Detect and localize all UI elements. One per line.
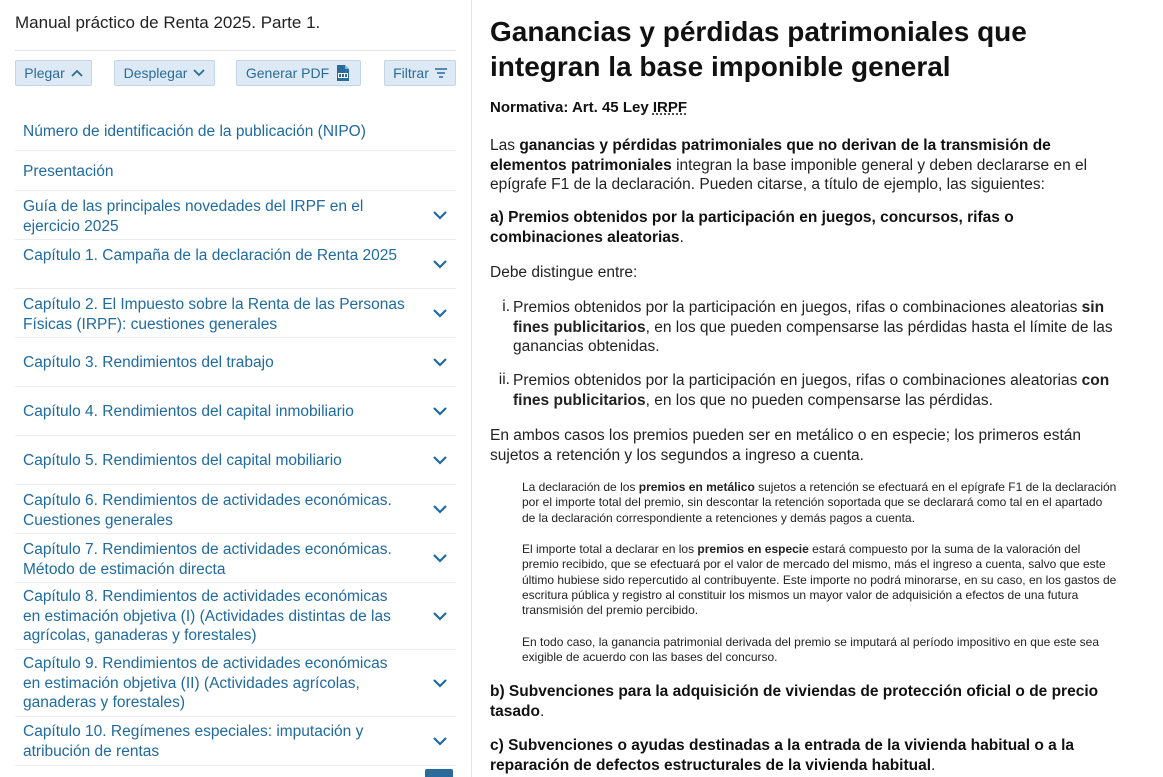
pdf-icon bbox=[335, 64, 351, 82]
toolbar bbox=[15, 60, 456, 87]
section-c-title: c) Subvenciones o ayudas destinadas a la entrada de la vivienda habitual o a la reparación de defectos estructurales de la vivienda habitual bbox=[490, 737, 1075, 774]
list-item-number: ii. bbox=[498, 371, 510, 388]
chevron-down-icon[interactable] bbox=[428, 497, 452, 521]
toc-item-capitulo-1[interactable] bbox=[15, 240, 456, 289]
chevron-down-icon[interactable] bbox=[428, 350, 452, 374]
chevron-down-icon[interactable] bbox=[428, 252, 452, 276]
chevron-down-icon[interactable] bbox=[428, 546, 452, 570]
toc-item-capitulo-10[interactable] bbox=[15, 717, 456, 766]
list-item-part: Premios obtenidos por la participación en juegos, rifas o combinaciones aleatorias bbox=[513, 299, 1082, 316]
note-text: estará compuesto por la suma de la valoración del premio recibido, que se efectuará por el valor de mercado del mismo, más el ingreso a cuenta, salvo que este último hubiese sido repercutido al contribuyente. Este importe no podrá minorarse, en su caso, en los gastos de escritura pública y registro al constituir los mismos un mayor valor de adquisición a efectos de una futura transmisión del premio percibido. bbox=[522, 542, 1117, 618]
filter-label: Filtrar bbox=[393, 65, 429, 81]
note-premios-metalico bbox=[522, 480, 1118, 526]
normativa-label: Normativa: Art. 45 Ley bbox=[490, 99, 649, 116]
scroll-to-top-button[interactable] bbox=[425, 769, 453, 777]
note-text: sujetos a retención se efectuará en el epígrafe F1 de la declaración por el importe total del premio, sin descontar la retención soportada que se declarará como tal en el apartado de la declaración correspondiente a retenciones y demás pagos a cuenta. bbox=[522, 480, 1117, 525]
filter-button[interactable] bbox=[384, 60, 456, 86]
list-item-text bbox=[513, 371, 1123, 410]
collapse-button[interactable] bbox=[15, 60, 92, 86]
toc-item-nipo[interactable] bbox=[15, 111, 456, 151]
intro-text: integran la base imponible general y deben declararse en el epígrafe F1 de la declaración. Pueden citarse, a título de ejemplo, las siguientes: bbox=[490, 156, 1088, 193]
toc-item-capitulo-2[interactable] bbox=[15, 289, 456, 338]
chevron-down-icon[interactable] bbox=[428, 448, 452, 472]
chevron-up-icon bbox=[71, 69, 83, 77]
chevron-down-icon[interactable] bbox=[428, 203, 452, 227]
section-a-title: a) Premios obtenidos por la participación en juegos, concursos, rifas o combinaciones aleatorias bbox=[490, 209, 1014, 246]
list-item-number: i. bbox=[502, 298, 510, 315]
toc-item-label: Capítulo 1. Campaña de la declaración de Renta 2025 bbox=[23, 247, 397, 264]
toc-item-label: Capítulo 8. Rendimientos de actividades económicas en estimación objetiva (I) (Actividades distintas de las agrícolas, ganaderas y forestales) bbox=[23, 588, 391, 644]
toc-item-label: Capítulo 2. El Impuesto sobre la Renta de las Personas Físicas (IRPF): cuestiones generales bbox=[23, 296, 405, 333]
section-b-title: b) Subvenciones para la adquisición de viviendas de protección oficial o de precio tasado bbox=[490, 683, 1099, 720]
list-item-part: Premios obtenidos por la participación en juegos, rifas o combinaciones aleatorias bbox=[513, 372, 1082, 389]
toc-item-capitulo-5[interactable] bbox=[15, 436, 456, 485]
toc-item-label: Capítulo 7. Rendimientos de actividades económicas. Método de estimación directa bbox=[23, 541, 392, 578]
toc-item-capitulo-7[interactable] bbox=[15, 534, 456, 583]
section-a-period: . bbox=[679, 228, 684, 246]
divider bbox=[15, 50, 456, 51]
toc-item-label: Guía de las principales novedades del IRPF en el ejercicio 2025 bbox=[23, 198, 364, 235]
toc-item-label: Número de identificación de la publicación (NIPO) bbox=[23, 123, 366, 140]
toc-item-label: Capítulo 10. Regímenes especiales: imputación y atribución de rentas bbox=[23, 723, 364, 760]
note-imputacion: En todo caso, la ganancia patrimonial derivada del premio se imputará al período impositivo en que este sea exigible de acuerdo con las bases del concurso. bbox=[522, 635, 1100, 665]
section-c-heading bbox=[490, 736, 1120, 775]
note-bold: premios en especie bbox=[697, 542, 809, 556]
list-item-bold: sin fines publicitarios bbox=[513, 299, 1105, 336]
main-content bbox=[490, 0, 1130, 777]
section-b-period: . bbox=[539, 702, 545, 720]
intro-bold: ganancias y pérdidas patrimoniales que no derivan de la transmisión de elementos patrimoniales bbox=[490, 137, 1051, 174]
toc-item-capitulo-3[interactable] bbox=[15, 338, 456, 387]
chevron-down-icon[interactable] bbox=[428, 399, 452, 423]
page-title: Ganancias y pérdidas patrimoniales que integran la base imponible general bbox=[490, 16, 1027, 82]
list-item-part: , en los que pueden compensarse las pérdidas hasta el límite de las ganancias obtenidas. bbox=[513, 318, 1113, 355]
irpf-abbreviation[interactable]: IRPF bbox=[652, 99, 688, 116]
document-title: Manual práctico de Renta 2025. Parte 1. bbox=[15, 13, 321, 32]
toc-item-capitulo-9[interactable] bbox=[15, 650, 456, 717]
toc-item-capitulo-4[interactable] bbox=[15, 387, 456, 436]
toc-item-label: Capítulo 3. Rendimientos del trabajo bbox=[23, 354, 274, 371]
collapse-label: Plegar bbox=[24, 65, 65, 81]
sidebar bbox=[0, 0, 472, 777]
chevron-down-icon[interactable] bbox=[428, 301, 452, 325]
toc-item-capitulo-6[interactable] bbox=[15, 485, 456, 534]
list-item-bold: con fines publicitarios bbox=[513, 372, 1110, 409]
section-a-heading bbox=[490, 208, 1120, 247]
section-b-heading bbox=[490, 682, 1120, 721]
toc-item-presentacion[interactable] bbox=[15, 151, 456, 191]
section-c-period: . bbox=[931, 756, 936, 774]
intro-paragraph bbox=[490, 136, 1120, 195]
note-text: El importe total a declarar en los bbox=[522, 542, 698, 556]
distinguish-paragraph: Debe distingue entre: bbox=[490, 264, 638, 281]
toc-item-label: Presentación bbox=[23, 163, 114, 180]
chevron-down-icon bbox=[193, 69, 205, 77]
list-item-part: , en los que no pueden compensarse las pérdidas. bbox=[645, 391, 993, 409]
toc-item-guia-novedades[interactable] bbox=[15, 191, 456, 240]
toc-item-label: Capítulo 4. Rendimientos del capital inmobiliario bbox=[23, 403, 354, 420]
toc-item-label: Capítulo 5. Rendimientos del capital mobiliario bbox=[23, 452, 342, 469]
note-text: La declaración de los bbox=[522, 480, 639, 494]
generate-pdf-label: Generar PDF bbox=[245, 65, 330, 81]
normativa-reference bbox=[490, 99, 687, 116]
toc-item-capitulo-8[interactable] bbox=[15, 583, 456, 650]
note-premios-especie bbox=[522, 542, 1118, 618]
chevron-down-icon[interactable] bbox=[428, 671, 452, 695]
filter-icon bbox=[435, 68, 447, 78]
note-bold: premios en metálico bbox=[638, 480, 755, 494]
list-item-text bbox=[513, 298, 1123, 357]
toc-item-label: Capítulo 9. Rendimientos de actividades económicas en estimación objetiva (II) (Actividades agrícolas, ganaderas y forestales) bbox=[23, 655, 388, 711]
expand-button[interactable] bbox=[114, 60, 215, 86]
chevron-down-icon[interactable] bbox=[428, 729, 452, 753]
generate-pdf-button[interactable] bbox=[236, 60, 361, 86]
toc-item-label: Capítulo 6. Rendimientos de actividades económicas. Cuestiones generales bbox=[23, 492, 392, 529]
intro-text: Las bbox=[490, 137, 520, 154]
both-cases-paragraph: En ambos casos los premios pueden ser en metálico o en especie; los primeros están sujetos a retención y los segundos a ingreso a cuenta. bbox=[490, 427, 1082, 464]
expand-label: Desplegar bbox=[123, 65, 188, 81]
chevron-down-icon[interactable] bbox=[428, 604, 452, 628]
